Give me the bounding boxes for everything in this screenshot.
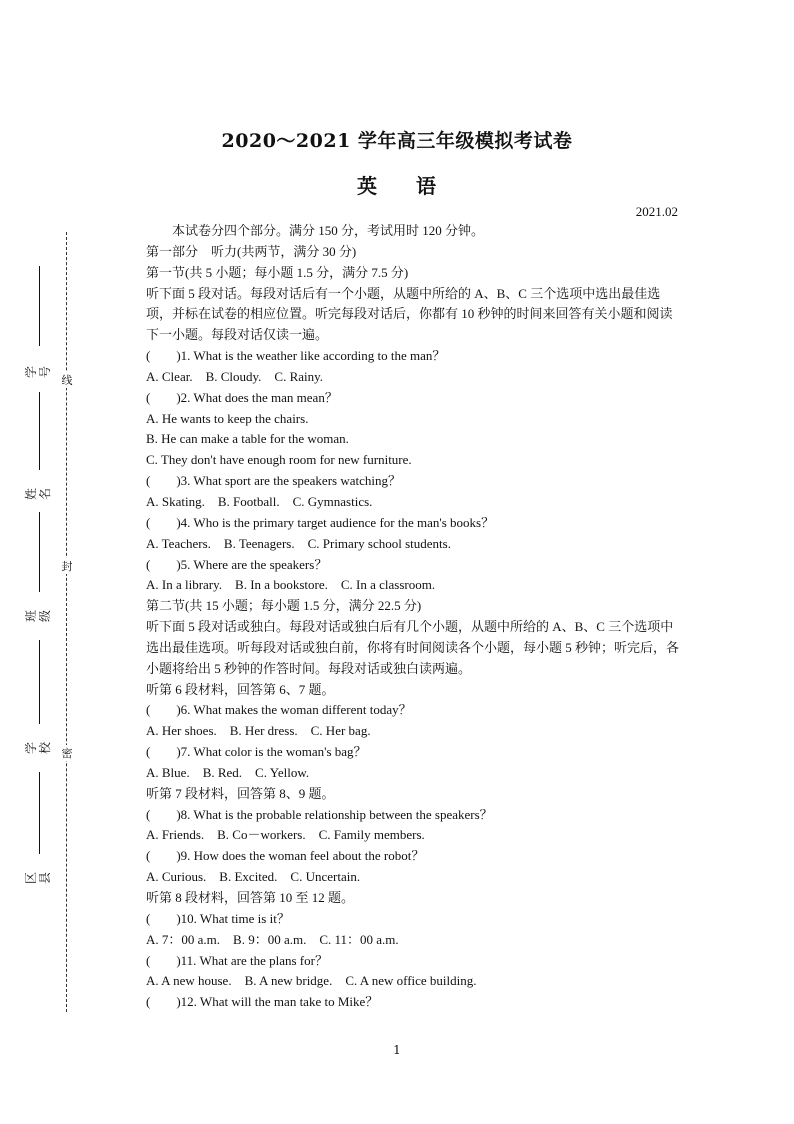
field-line-district[interactable] — [39, 772, 40, 854]
question-item: ( )7. What color is the woman's bag？ — [146, 744, 367, 760]
page-number: 1 — [393, 1043, 401, 1057]
exam-title: 2020～2021 学年高三年级模拟考试卷 — [221, 130, 573, 152]
text-line: A. Skating. B. Football. C. Gymnastics. — [146, 493, 373, 509]
field-line-student-id[interactable] — [39, 266, 40, 346]
binding-mark-mi: 密 — [61, 747, 73, 760]
text-line: C. They don't have enough room for new furniture. — [146, 452, 412, 468]
text-line: 第二节(共 15 小题；每小题 1.5 分，满分 22.5 分) — [146, 598, 422, 614]
text-line: 听第 6 段材料，回答第 6、7 题。 — [146, 681, 335, 697]
question-item: ( )9. How does the woman feel about the robot？ — [146, 848, 425, 864]
binding-mark-feng: 封 — [61, 560, 73, 573]
text-line: A. Clear. B. Cloudy. C. Rainy. — [146, 368, 324, 384]
text-line: 第一部分 听力(共两节，满分 30 分) — [146, 243, 357, 259]
text-line: B. He can make a table for the woman. — [146, 431, 349, 447]
instruction-paragraph: 听下面 5 段对话或独白。每段对话或独白后有几个小题，从题中所给的 A、B、C 三个选项中选出最佳选项。听每段对话或独白前，你将有时间阅读各个小题，每小题 5 秒钟；听完后，各小题将给出 5 秒钟的作答时间。每段对话或独白读两遍。 — [146, 619, 680, 676]
binding-mark-xian: 线 — [61, 374, 73, 387]
field-label-district: 区县 — [24, 871, 52, 884]
field-line-name[interactable] — [39, 392, 40, 470]
text-line: A. Teachers. B. Teenagers. C. Primary school students. — [146, 535, 451, 551]
exam-subject: 英 语 — [357, 174, 437, 198]
question-item: ( )6. What makes the woman different today？ — [146, 702, 412, 718]
question-item: ( )3. What sport are the speakers watching？ — [146, 473, 401, 489]
field-label-student-id: 学号 — [24, 365, 52, 378]
question-item: ( )2. What does the man mean？ — [146, 389, 338, 405]
instruction-paragraph: 听下面 5 段对话。每段对话后有一个小题，从题中所给的 A、B、C 三个选项中选出最佳选项，并标在试卷的相应位置。听完每段对话后，你都有 10 秒钟的时间来回答有关小题和阅读下一小题。每段对话仅读一遍。 — [146, 285, 673, 343]
field-label-class: 班级 — [24, 609, 52, 622]
text-line: 第一节(共 5 小题；每小题 1.5 分，满分 7.5 分) — [146, 264, 409, 280]
text-line: 听第 8 段材料，回答第 10 至 12 题。 — [146, 890, 355, 905]
text-line: A. A new house. B. A new bridge. C. A new office building. — [146, 973, 477, 989]
field-label-school: 学校 — [24, 741, 52, 754]
field-line-class[interactable] — [39, 512, 40, 592]
text-line: A. Blue. B. Red. C. Yellow. — [146, 764, 310, 780]
text-line: 听第 7 段材料，回答第 8、9 题。 — [146, 785, 335, 801]
field-line-school[interactable] — [39, 640, 40, 724]
question-item: ( )1. What is the weather like according to the man？ — [146, 348, 446, 364]
question-item: ( )10. What time is it？ — [146, 910, 290, 926]
question-item: ( )5. Where are the speakers？ — [146, 556, 328, 572]
text-line: A. He wants to keep the chairs. — [146, 410, 309, 426]
field-label-name: 姓名 — [24, 487, 52, 500]
question-item: ( )11. What are the plans for？ — [146, 952, 328, 968]
exam-content — [146, 221, 682, 1013]
binding-dashed-line — [66, 232, 67, 1012]
text-line: 本试卷分四个部分。满分 150 分，考试用时 120 分钟。 — [172, 223, 485, 238]
text-line: A. Her shoes. B. Her dress. C. Her bag. — [146, 723, 371, 739]
question-item: ( )8. What is the probable relationship between the speakers？ — [146, 806, 493, 822]
text-line: A. Friends. B. Co－workers. C. Family members. — [146, 827, 425, 843]
question-item: ( )12. What will the man take to Mike？ — [146, 994, 379, 1010]
exam-date: 2021.02 — [635, 204, 678, 219]
text-line: A. 7：00 a.m. B. 9：00 a.m. C. 11：00 a.m. — [146, 931, 399, 947]
text-line: A. Curious. B. Excited. C. Uncertain. — [146, 869, 361, 885]
question-item: ( )4. Who is the primary target audience for the man's books？ — [146, 514, 495, 530]
text-line: A. In a library. B. In a bookstore. C. In a classroom. — [146, 577, 436, 593]
